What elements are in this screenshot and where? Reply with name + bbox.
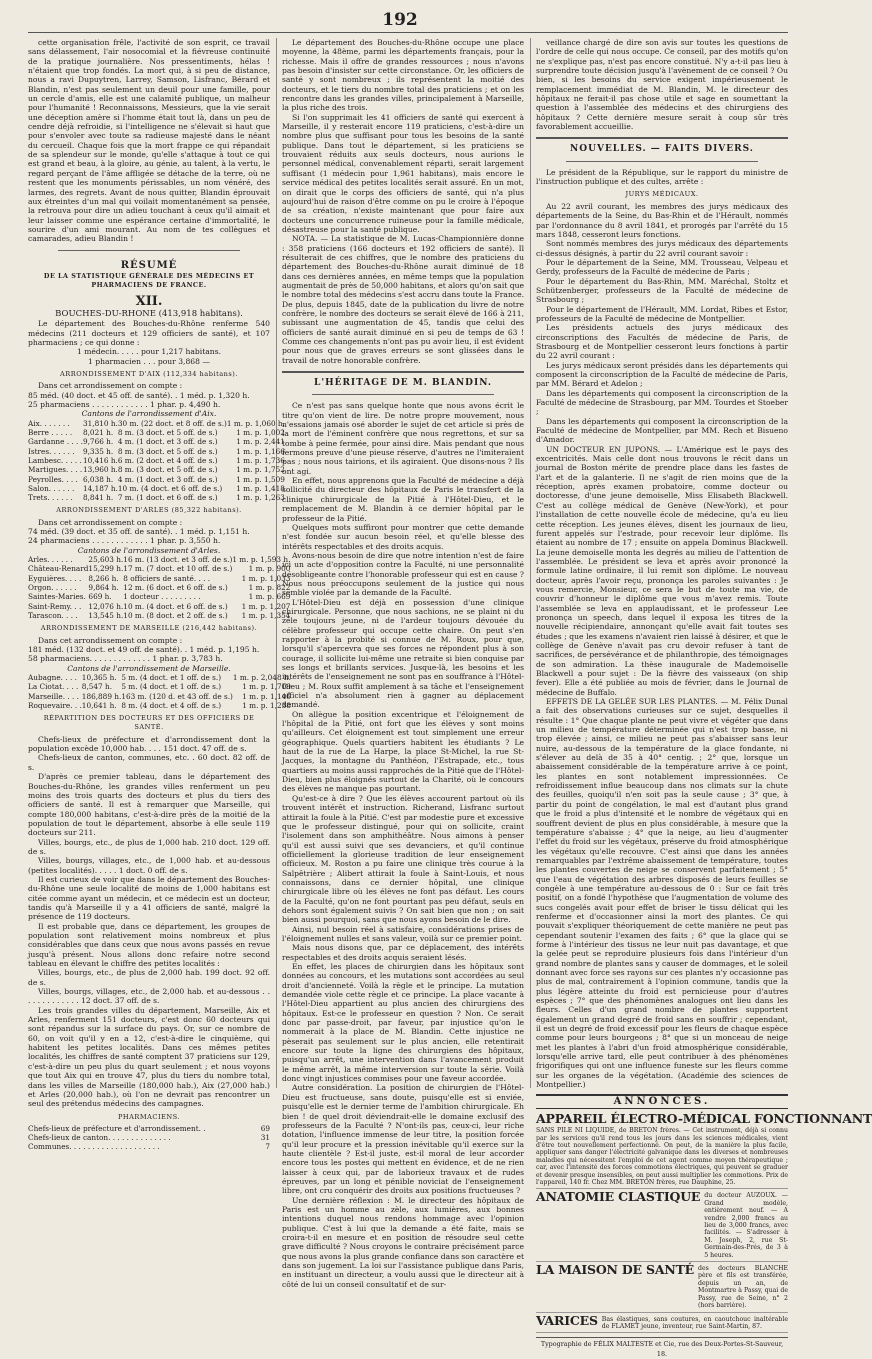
- advertisement: [536, 1189, 788, 1262]
- paragraph: Autre considération. La position de chirurgien de l'Hôtel-Dieu est fructueuse, sans doute, puisqu'elle est si enviée, puisqu'elle est le dernier terme de l'ambition chirurgicale. Eh bien ! de quel droit déviendrait-elle le domaine exclusif des professeurs de la Faculté ? N'ont-ils pas, ceux-ci, leur riche dotation, l'influence immense de leur titre, la position forcée qu'il leur procure et la pression inévitable qu'il exerce sur la haute clientèle ? Est-il juste, est-il moral de leur accorder encore tous les postes qui mettent en évidence, et de ne rien laisser à ceux qui, par de laborieux travaux et de rudes épreuves, par un long et pénible noviciat de l'enseignement libre, ont cru conquérir des droits aux positions fructueuses ?: [282, 1083, 524, 1196]
- table-cell: 69: [260, 1123, 270, 1133]
- paragraph: D'après ce premier tableau, dans le département des Bouches-du-Rhône, les grandes villes renferment un peu moins des trois quarts des docteurs et plus du tiers des officiers de santé. Il est à remarquer que Marseille, qui compte 180,000 habitans, c'est-à-dire près de la moitié de la population de tout le département, absorbe à elle seule 119 docteurs sur 211.: [28, 772, 270, 838]
- table-cell: Saint-Remy. . .: [28, 601, 82, 611]
- table-cell: 669 h.: [88, 592, 112, 602]
- table-row: [28, 475, 285, 484]
- resume-subtitle: DE LA STATISTIQUE GÉNÉRALE DES MÉDECINS ET PHARMACIENS DE FRANCE.: [43, 271, 255, 290]
- paragraph: 25 pharmaciens . . . . . . . . . . . . 1 phar. p. 4,490 h.: [28, 400, 221, 410]
- table-cell: 13,960 h.: [82, 465, 118, 475]
- advertisement: [536, 1312, 788, 1334]
- table-cell: Arles. . . . . .: [28, 555, 73, 565]
- table-cell: Istres. . . . . .: [28, 446, 75, 456]
- table-cell: 163 m. (120 d. et 43 off. de s.): [121, 691, 233, 701]
- table-cell: Berre . . . . .: [28, 428, 73, 438]
- advertisement: [536, 1262, 788, 1312]
- table-cell: 1 m. p. 1,736: [236, 455, 285, 465]
- paragraph: Villes, bourgs, etc., de plus de 1,000 hab. 210 doct. 129 off. de s.: [28, 837, 270, 856]
- table-cell: 1 m. p. 2,048 h.: [232, 672, 291, 682]
- table-row: [28, 574, 290, 583]
- paragraph: Ce n'est pas sans quelque honte que nous avons écrit le titre qu'on vient de lire. De notre propre mouvement, nous n'essaions jamais osé aborder le sujet de cet article si près de la mort de l'éminent confrère que nous regrettons, et sur sa tombe à peine fermée, pour ainsi dire. Mais pendant que nous fermons preuve d'une pieuse réserve, d'autres ne l'imiteraient pas ; nous nous tairions, et ils agiraient. Que disons-nous ? Ils ont agi.: [282, 401, 524, 476]
- table-cell: 12 m. (6 doct. et 6 off. de s.): [123, 583, 228, 592]
- news-intro: [536, 168, 788, 187]
- table-cell: Trets. . . . . .: [28, 493, 73, 503]
- table-cell: Orgon. . . . . .: [28, 583, 77, 592]
- table-cell: 6,038 h.: [82, 474, 114, 484]
- table-cell: 1 m. p. 1,752: [236, 465, 285, 475]
- section-number: XII.: [135, 293, 163, 309]
- paragraph: Les présidents actuels des jurys médicaux des circonscriptions des Facultés de médecine de Paris, de Strasbourg et de Montpellier cesseront leurs fonctions à partir du 22 avril courant :: [536, 323, 788, 361]
- paragraph: Au 22 avril courant, les membres des jurys médicaux des départements de la Seine, du Bas-Rhin et de l'Hérault, nommés par l'ordonnance du 8 avril 1841, et prorogés par l'arrêté du 15 mars 1848, cesseront leurs fonctions.: [536, 201, 788, 239]
- table-cell: 1 m. p. 1,060 h.: [226, 418, 285, 428]
- table-cell: 1 m. p. 900: [248, 564, 291, 574]
- pharmacists-title: PHARMACIENS.: [117, 1112, 181, 1121]
- paragraph: En effet, nous apprenons que la Faculté de médecine a déjà sollicité du directeur des hôpitaux de Paris le transfert de la clinique chirurgicale de la Pitié à l'Hôtel-Dieu, et le remplacement de M. Blandin à ce dernier hôpital par le professeur de la Pitié.: [282, 476, 524, 523]
- column-2: [282, 38, 524, 1289]
- intro-text: [28, 38, 270, 244]
- table-cell: 31,810 h.: [82, 418, 118, 428]
- table-cell: Lambesc. . . . .: [28, 455, 82, 465]
- table-cell: 186,889 h.: [81, 691, 122, 701]
- table-cell: 8,266 h.: [88, 573, 119, 583]
- table-cell: Saintes-Maries.: [28, 592, 86, 602]
- table-cell: Communes. . . . . . . . . . . . . . . . . . . .: [28, 1142, 160, 1152]
- table-cell: 6 m. (2 doct. et 4 off. de s.): [117, 455, 218, 465]
- printer-footer: Typographie de FÉLIX MALTESTE et Cie, rue des Deux-Portes-St-Sauveur, 18.: [536, 1337, 788, 1359]
- table-cell: Roquevaire. . .: [28, 700, 82, 710]
- ratio-lines: [28, 347, 270, 366]
- department-title: BOUCHES-DU-RHONE (413,918 habitans).: [55, 308, 243, 319]
- paragraph: 181 méd. (132 doct. et 49 off. de santé). . 1 méd. p. 1,195 h.: [28, 644, 260, 654]
- paragraph: Villes, bourgs, villages, etc., de 1,000 hab. et au-dessous (petites localités). . . . . 1 doct. 0 off. de s.: [28, 856, 270, 875]
- ad-headline: VARICES: [536, 1312, 598, 1328]
- paragraph: Si l'on supprimait les 41 officiers de santé qui exercent à Marseille, il y resterait encore 119 praticiens, c'est-à-dire un nombre plus que suffisant pour tous les besoins de la santé publique. Dans tout le département, si les praticiens se trouvaient réduits aux seuls docteurs, nous aurions le personnel médical, convenablement réparti, serait largement suffisant (1 médecin pour 1,961 habitans), mais encore le service médical des petites localités serait assuré. En un mot, on dirait que le corps des officiers de santé, qui n'a plus aujourd'hui de raison d'être comme on pu le croire à l'époque de sa création, n'existe maintenant que pour faire aux docteurs une concurrence ruineuse pour la famille médicale, désastreuse pour la santé publique.: [282, 112, 524, 234]
- table-cell: Chefs-lieux de canton. . . . . . . . . . . . . .: [28, 1133, 171, 1143]
- paragraph: Il est curieux de voir que dans le département des Bouches-du-Rhône une seule localité de moins de 1,000 habitans est citée comme ayant un médecin, et ce médecin est un docteur, tandis qu'à Marseille il y a 41 officiers de santé, malgré la présence de 119 docteurs.: [28, 874, 270, 922]
- repartition-text: [28, 735, 270, 1109]
- arrondissement-title: ARRONDISSEMENT DE MARSEILLE (216,442 habitans).: [40, 624, 258, 633]
- cantons-title: Cantons de l'arrondissement de Marseille.: [67, 663, 231, 673]
- paragraph: 74 méd. (39 doct. et 35 off. de santé). . 1 méd. p. 1,151 h.: [28, 527, 250, 537]
- table-cell: 10 m. (4 doct. et 6 off. de s.): [123, 601, 228, 611]
- table-cell: 14,187 h.: [82, 483, 118, 493]
- table-row: [28, 564, 290, 573]
- table-cell: 1 m. p. 1,146: [242, 691, 291, 701]
- repartition-title: RÉPARTITION DES DOCTEURS ET DES OFFICIERS DE SANTÉ.: [43, 714, 255, 732]
- table-cell: 5 m. (4 doct. et 1 off. de s.): [121, 672, 222, 682]
- table-cell: 8 m. (3 doct. et 5 off. de s.): [117, 465, 218, 475]
- jurys-title: JURYS MÉDICAUX.: [625, 190, 699, 199]
- arrondissement-lines: [28, 391, 270, 410]
- table-cell: 25,603 h.: [88, 555, 124, 565]
- table-row: [28, 428, 285, 437]
- news-title: NOUVELLES. — FAITS DIVERS.: [570, 144, 754, 155]
- paragraph: Qu'est-ce à dire ? Que les élèves accourent partout où ils trouvent intérêt et instruction. Richerand, Lisfranc surtout attirait la foule à la Pitié. C'est par modestie pure et excessive que le professeur distingué, pour qui on sollicite, craint l'isolement dans son amphithéâtre. Nous aimons à penser qu'il est aussi suivi que ses devanciers, et qu'il continue officiellement la glorieuse tradition de leur enseignement officieux. M. Roston a pu faire une clinique très courue à la Salpêtrière ; Alibert attirait la foule à Saint-Louis, et nous connaissons, dans ce dernier hôpital, une clinique chirurgicale libre où les élèves ne font pas défaut. Les cours de la Faculté, qu'on ne font pourtant pas peu défaut, seuls en dehors sont également suivis ? On sait bien que non ; on sait bien aussi pourquoi, sans que nous ayons besoin de le dire.: [282, 793, 524, 925]
- paragraph: Villes, bourgs, villages, etc., de 2,000 hab. et au-dessous . . . . . . . . . . . . . 12 doct. 37 off. de s.: [28, 987, 270, 1006]
- table-row: [28, 1142, 270, 1151]
- paragraph: Dans les départements qui composent la circonscription de la Faculté de médecine de Strasbourg, par MM. Tourdes et Stoeber ;: [536, 388, 788, 417]
- table-row: [28, 493, 285, 502]
- paragraph: Il est probable que, dans ce département, les groupes de population sont relativement moins nombreux et plus considérables que dans ceux que nous avons passés en revue jusqu'à présent. Nous allons donc refaire notre second tableau en élevant le chiffre des petites localités :: [28, 921, 270, 969]
- table-cell: 7 m. (1 doct. et 6 off. de s.): [117, 493, 218, 503]
- arrondissement-title: ARRONDISSEMENT D'AIX (112,334 habitans).: [60, 370, 238, 378]
- paragraph: Mais nous disons que, par ce déplacement, des intérêts respectables et des droits acquis seraient lésés.: [282, 943, 524, 962]
- table-row: [28, 592, 290, 601]
- table-cell: Aubagne. . . .: [28, 672, 77, 682]
- table-row: [28, 419, 285, 428]
- table-row: [28, 465, 285, 474]
- arrondissement-intro: Dans cet arrondissement on compte :: [38, 635, 183, 645]
- table-cell: 1 m. p. 1,002: [236, 428, 285, 438]
- table-cell: 15,299 h.: [88, 564, 124, 574]
- cantons-table: [28, 419, 285, 503]
- cantons-title: Cantons de l'arrondissement d'Arles.: [77, 545, 221, 555]
- paragraph: Ainsi, nul besoin réel à satisfaire, considérations prises de l'éloignement nulles et sans valeur, voilà sur ce premier point.: [282, 924, 524, 943]
- ad-headline: APPAREIL ÉLECTRO-MÉDICAL FONCTIONNANT: [536, 1110, 872, 1126]
- statistics-commentary: [282, 38, 524, 365]
- table-row: [28, 692, 291, 701]
- table-cell: 8 m. (3 doct. et 5 off. de s.): [117, 446, 218, 456]
- advertisement: [536, 1110, 872, 1190]
- table-cell: Château-Renard: [28, 564, 89, 574]
- paragraph: Quelques mots suffiront pour montrer que cette demande n'est fondée sur aucun besoin réel, et qu'elle blesse des intérêts respectables et des droits acquis.: [282, 522, 524, 551]
- table-cell: 8,021 h.: [82, 428, 114, 438]
- table-cell: 8,547 h.: [81, 682, 113, 692]
- table-cell: 31: [260, 1133, 270, 1143]
- table-cell: Chefs-lieux de préfecture et d'arrondissement. .: [28, 1123, 206, 1133]
- cantons-title: Cantons de l'arrondissement d'Aix.: [81, 409, 217, 419]
- table-cell: 12,076 h.: [88, 601, 124, 611]
- ad-text: du docteur AUZOUX. — Grand modèle, entièrement neuf. — A vendre 2,000 francs au lieu de 3,000 francs, avec facilités. — S'adresser à M. Joseph, 2, rue St-Germain-des-Prés, de 3 à 5 heures.: [704, 1192, 788, 1259]
- ad-text: des docteurs BLANCHE père et fils est transférée, depuis un an, de Montmartre à Passy, quai de Passy, rue de Seine, n° 2 (hors barrière).: [698, 1265, 788, 1310]
- column-3: [536, 38, 872, 1358]
- paragraph: veillance chargé de dire son avis sur toutes les questions de l'ordre de celle qui nous occupe. Ce conseil, par des motifs qu'on ne s'explique pas, n'est pas encore constitué. N'y a-t-il pas lieu à surprendre toute décision jusqu'à l'avènement de ce conseil ? Ou bien, si les besoins du service exigent impérieusement le remplacement immédiat de M. Blandin, M. le directeur des hôpitaux ne ferait-il pas chose utile et sage en soumettant la question à l'assemblée des médecins et des chirurgiens des hôpitaux ? Cette dernière mesure serait à coup sûr très favorablement accueillie.: [536, 38, 788, 132]
- table-cell: Aix. . . . . . .: [28, 418, 70, 428]
- paragraph: Les jurys médicaux seront présidés dans les départements qui composent la circonscription de la Faculté de médecine de Paris, par MM. Bérard et Adelon ;: [536, 360, 788, 389]
- paragraph: On allègue la position excentrique et l'éloignement de l'hôpital de la Pitié, ont fort que les élèves y sont moins qu'ailleurs. Cet éloignement est tout simplement une erreur géographique. Quels quartiers habitent les étudiants ? Le haut de la rue de La Harpe, la place St-Michel, la rue St-Jacques, la montagne du Panthéon, l'Estrapade, etc., tous quartiers au moins aussi rapprochés de la Pitié que de l'Hôtel-Dieu, bien plus éloignés surtout de la Charité, où le concours des élèves ne manque pas pourtant.: [282, 709, 524, 794]
- table-cell: Gardanne . . . .: [28, 437, 83, 447]
- table-cell: 4 m. (1 doct. et 3 off. de s.): [117, 437, 218, 447]
- table-cell: 7: [265, 1142, 270, 1152]
- table-cell: 1 m. p. 1,166: [236, 446, 285, 456]
- heritage-title: L'HÉRITAGE DE M. BLANDIN.: [314, 378, 492, 389]
- paragraph: 24 pharmaciens . . . . . . . . . . . . 1 phar. p. 3,550 h.: [28, 536, 221, 546]
- paragraph: 1 médecin. . . . . pour 1,217 habitans.: [76, 347, 221, 357]
- table-row: [28, 1124, 270, 1133]
- paragraph: 85 méd. (40 doct. et 45 off. de santé). . 1 méd. p. 1,320 h.: [28, 390, 250, 400]
- table-cell: 1 m. p. 1,263: [236, 493, 285, 503]
- table-row: [28, 555, 290, 564]
- table-cell: 8 officiers de santé. . . .: [123, 573, 211, 583]
- table-row: [28, 611, 290, 620]
- arrondissement-intro: Dans cet arrondissement on compte :: [38, 381, 183, 391]
- heritage-article: [282, 401, 524, 1289]
- paragraph: Sont nommés membres des jurys médicaux des départements ci-dessus désignés, à partir du 22 avril courant savoir :: [536, 239, 788, 258]
- paragraph: Pour le département de la Seine, MM. Trousseau, Velpeau et Gerdy, professeurs de la Faculté de médecine de Paris ;: [536, 257, 788, 277]
- table-row: [28, 456, 285, 465]
- paragraph: UN DOCTEUR EN JUPONS. — L'Amérique est le pays des excentricités. Mais celle dont nous trouvons le récit dans un journal de Boston mérite de prendre place dans les fastes de l'art et de la galanterie. Il ne s'agit de rien moins que de la réception, après examen probatoire, comme docteur ou doctoresse, d'une jeune demoiselle, Miss Elisabeth Blackwell. C'est au collège médical de Genève (New-York), et pour l'installation de cette nouvelle école de médecine, qu'a eu lieu cette réception. Les jeunes élèves, disent les journaux de lieu, furent appelés sur l'estrade, pour recevoir leur diplôme. Ils étaient au nombre de 17 ; ensuite on appela Dominus Blackwell. La jeune demoiselle monta les degrés au milieu de l'attention de l'assemblée. Le président se leva et après avoir prononcé la formule latine ordinaire, il lui remit son diplôme. Le nouveau docteur, après l'avoir reçu, prononça les paroles suivantes : Je vous remercie, Monsieur, ce sera le but de toute ma vie, de couvrir d'honneur le diplôme que vous m'avez remis. Toute l'assemblée se leva en applaudissant, et le professeur Lee prononça un speech, dans lequel il exposa les titres de la nouvelle récipiendaire, annonçant qu'elle avait fait toutes ses études ; que les examens n'avaient rien laissé à désirer, et que le collège de Genève n'avait pas cru devoir refuser à tant de sacrifices, de persévérance et de philanthropie, des témoignages de son admiration. La thèse inaugurale de Mademoiselle Blackwell a pour sujet : De la fièvre des vaisseaux (on ship fever). Elle a été publiée au mois de février, dans le Journal de médecine de Buffalo.: [536, 444, 788, 697]
- paragraph: Le président de la République, sur le rapport du ministre de l'instruction publique et des cultes, arrête :: [536, 167, 788, 187]
- table-cell: 10 m. (8 doct. et 2 off. de s.): [123, 610, 228, 620]
- paragraph: En effet, les places de chirurgien dans les hôpitaux sont données au concours, et les mutations sont accordées au seul droit d'ancienneté. Voilà la règle et le principe. La mutation demandée viole cette règle et ce principe. La place vacante à l'Hôtel-Dieu appartient au plus ancien des chirurgiens des hôpitaux. Est-ce le professeur en question ? Non. Ce serait donc par passe-droit, par faveur, par injustice qu'on le nommerait à la place de M. Blandin. Cette injustice ne pèserait pas seulement sur le plus ancien, elle retentirait encore sur toute la ligne des chirurgiens des hôpitaux, puisqu'un arrêt, une intervention dans l'avancement produit le même arrêt, la même interversion sur toute la série. Voilà donc vingt injustices commises pour une faveur accordée.: [282, 962, 524, 1084]
- paragraph: Avons-nous besoin de dire que notre intention n'est de faire ici un acte d'opposition contre la Faculté, ni une personnalité désobligeante contre l'honorable professeur qui est en cause ? Nous nous préoccupons seulement de la justice qui nous semble violée par la demande de la Faculté.: [282, 550, 524, 598]
- table-cell: 5 m. (4 doct. et 1 off. de s.): [121, 682, 222, 692]
- table-cell: 1 docteur . . . . . . . . .: [123, 592, 201, 602]
- separator: [536, 137, 788, 139]
- table-cell: 9,864 h.: [88, 583, 119, 592]
- table-cell: 1 m. p. 1,354: [241, 610, 291, 620]
- paragraph: NOTA. — La statistique de M. Lucas-Championnière donne : 358 praticiens (166 docteurs et 192 officiers de santé). Il résulterait de ces chiffres, que le nombre des praticiens du département des Bouches-du-Rhône aurait diminué de 18 dans ces dernières années, en même temps que la population augmentait de près de 50,000 habitans, et alors qu'on sait que le nombre total des médecins s'est accru dans toute la France. De plus, depuis 1845, date de la publication du livre de notre confrère, le nombre des docteurs se serait élevé de 166 à 211, subissant une augmentation de 45, tandis que celui des officiers de santé aurait diminué en si peu de temps de 63 ! Comme ces changements n'ont pas pu avoir lieu, il est évident pour nous que de graves erreurs se sont glissées dans le travail de notre honorable confrère.: [282, 234, 524, 365]
- table-cell: Peyrolles. . . .: [28, 474, 78, 484]
- continued-article: [536, 38, 788, 131]
- table-cell: 8 m. (3 doct. et 5 off. de s.): [117, 428, 218, 438]
- arrondissement-intro: Dans cet arrondissement on compte :: [38, 517, 183, 527]
- table-row: [28, 583, 290, 592]
- table-cell: 9,766 h.: [82, 437, 114, 447]
- table-cell: 16 m. (13 doct. et 3 off. de s.): [123, 555, 233, 565]
- separator: [282, 371, 524, 373]
- table-cell: Marseille. . . .: [28, 691, 79, 701]
- resume-title: RÉSUMÉ: [120, 259, 178, 271]
- table-cell: 8 m. (4 doct. et 4 off. de s.): [121, 700, 222, 710]
- separator: [566, 161, 758, 162]
- table-cell: 1 m. p. 1,593 h.: [232, 555, 291, 565]
- table-cell: 10,365 h.: [81, 672, 117, 682]
- table-cell: 1 m. p. 822: [248, 583, 291, 592]
- table-cell: 1 m. p. 2,441: [236, 437, 285, 447]
- table-cell: Martigues. . . .: [28, 465, 83, 475]
- paragraph: Dans les départements qui composent la circonscription de la Faculté de médecine de Montpellier, par MM. Rech et Bisueno d'Amador.: [536, 416, 788, 445]
- table-cell: 1 m. p. 1,033: [241, 573, 291, 583]
- column-1: [28, 38, 291, 1152]
- table-cell: 1 m. p. 1,207: [241, 601, 291, 611]
- column-divider: [530, 38, 531, 1088]
- paragraph: Chefs-lieux de canton, communes, etc. . 60 doct. 82 off. de s.: [28, 753, 270, 772]
- table-row: [28, 682, 291, 691]
- table-cell: 17 m. (7 doct. et 10 off. de s.): [123, 564, 233, 574]
- paragraph: Pour le département de l'Hérault, MM. Lordat, Ribes et Estor, professeurs de la Faculté de médecine de Montpellier.: [536, 304, 788, 323]
- table-cell: Tarascon. . . .: [28, 610, 78, 620]
- table-cell: 1 m. p. 1,709: [242, 682, 291, 692]
- paragraph: Une dernière réflexion : M. le directeur des hôpitaux de Paris est un homme au zèle, aux lumières, aux bonnes intentions duquel nous rendons hommage avec l'opinion publique. C'est à lui que la demande a été faite, mais se croira-t-il en mesure et en position de résoudre seul cette grave difficulté ? Nous croyons le contraire précisément parce que nous avons la plus grande confiance dans son caractère et dans son jugement. La loi sur l'assistance publique dans Paris, en instituant un directeur, a voulu aussi que le directeur ait à côté de lui un conseil consultatif et de sur-: [282, 1195, 524, 1289]
- table-row: [28, 484, 285, 493]
- table-cell: 30 m. (22 doct. et 8 off. de s.): [117, 418, 227, 428]
- table-row: [28, 447, 285, 456]
- table-row: [28, 437, 285, 446]
- paragraph: Pour le département du Bas-Rhin, MM. Maréchal, Stoltz et Schützenberger, professeurs de la Faculté de médecine de Strasbourg ;: [536, 276, 788, 305]
- ad-headline: LA MAISON DE SANTÉ: [536, 1262, 695, 1278]
- header-rule: [28, 32, 788, 33]
- news-items: [536, 202, 788, 1090]
- table-row: [28, 673, 291, 682]
- paragraph: EFFETS DE LA GELÉE SUR LES PLANTES. — M. Félix Dunal a fait des observations curieuses sur ce sujet, desquelles il résulte : 1° Que chaque plante ne peut vivre et végéter que dans un milieu de température déterminée qui n'est trop basse, ni trop élevée ; ainsi, ce milieu ne peut pas s'abaisser sans leur nuire, au-dessous de la température de la glace fondante, ni s'élever au delà de 35 à 40° centig. ; 2° que, lorsque un abaissement considérable de la température arrive à ce point, les plantes en sont notablement impressionnées. Ce refroidissement influe beaucoup dans nos climats sur la chute des feuilles, quoiqu'il n'en soit pas la seule cause ; 3° que, à partir du point de congélation, le mal est d'autant plus grand que le froid a plus d'intensité et le nombre de végétaux qui en souffrent devient de plus en plus considérable, à mesure que la température s'abaisse ; 4° que la neige, au lieu d'augmenter l'effet du froid sur les végétaux, préserve du froid atmosphérique les végétaux qu'elle recouvre. C'est ainsi que dans les années remarquables par l'extrême abaissement de température, toutes les plantes couvertes de neige se conservent parfaitement ; 5° que l'eau de végétation des arbres disposés de leurs feuilles se congèle à une température au-dessous de 0 : Sur ce fait très positif, on a fondé l'hypothèse que l'augmentation de volume des sucs congelés avait pour effet de briser le tissu délicat qui les renferme et d'occasionner ainsi la mort des plantes. Ce qui pouvait s'expliquer théoriquement de cette manière ne peut pas cependant soutenir l'examen des faits ; 6° que la glace qui se forme à l'intérieur des tissus ne leur nuit pas davantage, et que la gelée peut se reproduire plusieurs fois dans l'intérieur d'un grand nombre de plantes sans y causer de dommages, et le soleil donnant avec force ses rayons sur ces plantes n'y occasionne pas plus de mal, contrairement à l'opinion commune, tandis que la plus légère atteinte du froid est pernicieuse pour d'autres espèces ; 7° que des phénomènes analogues ont lieu dans les fleurs. Celles d'un grand nombre de plantes supportent également un grand degré de froid sans en souffrir ; cependant, il est un degré de froid excessif pour les fleurs de chaque espèce comme pour leurs bourgeons ; 8° que si un monceau de neige met les plantes à l'abri d'un froid atmosphérique considérable, lorsqu'elle arrive tard, elle peut contribuer à des phénomènes frigorifiques qui ont une influence funeste sur les fleurs comme sur les organes de la végétation. (Académie des sciences de Montpellier.): [536, 697, 788, 1090]
- cantons-table: [28, 555, 290, 620]
- table-cell: 1 m. p. 1,418: [236, 483, 285, 493]
- separator: [312, 394, 494, 395]
- pharmacists-table: [28, 1124, 270, 1152]
- paragraph: L'Hôtel-Dieu est déjà en possession d'une clinique chirurgicale. Personne, que nous sachions, ne se plaint ni du zèle toujours jeune, ni de l'ardeur toujours dévouée du célèbre professeur qui occupe cette chaire. On peut s'en rapporter à la probité si connue de M. Roux, pour que, lorsqu'il s'apercevra que ses forces ne répondent plus à son courage, il sollicite lui-même une retraite si bien conquise par ses longs et brillants services. Jusque-là, les besoins et les intérêts de l'enseignement ne sont pas en souffrance à l'Hôtel-Dieu ; M. Roux suffit amplement à sa tâche et l'enseignement officiel n'a absolument rien à gagner au déplacement demandé.: [282, 597, 524, 710]
- advertisements: [536, 1110, 872, 1334]
- table-cell: Eyguières. . . .: [28, 573, 82, 583]
- table-cell: Salon. . . . . .: [28, 483, 75, 493]
- table-cell: 9,335 h.: [82, 446, 114, 456]
- table-cell: 4 m. (1 doct. et 3 off. de s.): [117, 474, 218, 484]
- arrondissement-lines: [28, 645, 270, 664]
- table-cell: 8,841 h.: [82, 493, 114, 503]
- paragraph: Le département des Bouches-du-Rhône occupe une place moyenne, la 48ème, parmi les départements français, pour la richesse. Mais il offre de grandes ressources ; nous n'avons pas besoin d'insister sur cette circonstance. Or, les officiers de santé y sont nombreux ; ils représentent la moitié des docteurs, et le tiers du nombre total des praticiens ; et on les rencontre dans les grandes villes, principalement à Marseille, la plus riche des trois.: [282, 38, 524, 113]
- table-row: [28, 1133, 270, 1142]
- table-row: [28, 701, 291, 710]
- table-row: [28, 602, 290, 611]
- department-intro: Le département des Bouches-du-Rhône renferme 540 médecins (211 docteurs et 129 officiers de santé), et 107 pharmaciens ; ce qui donne :: [28, 319, 270, 347]
- ad-text: SANS PILE NI LIQUIDE, de BRETON frères. — Cet instrument, déjà si connu par les services qu'il rend tous les jours dans les sciences médicales, vient d'être tout nouvellement perfectionné. On peut, de la manière la plus facile, appliquer sans danger l'électricité galvanique dans les diverses et nombreuses maladies qui nécessitent l'emploi de cet agent comme moyen thérapeutique ; car, avec l'intensité des forces commotions électriques, qui peuvent se graduer et devenir presque insensibles, on peut aussi multiplier les commotions. Prix de l'appareil, 140 fr. Chez MM. BRETON frères, rue Dauphine, 25.: [536, 1127, 788, 1186]
- annonces-title: ANNONCES.: [536, 1094, 788, 1108]
- table-cell: 1 m. p. 1,238: [242, 700, 291, 710]
- ad-headline: ANATOMIE CLASTIQUE: [536, 1189, 701, 1205]
- page-number: 192: [382, 10, 418, 30]
- paragraph: cette organisation frêle, l'activité de son esprit, ce travail sans délassement, l'air nosocomial et la fiévreuse continuité de la pratique journalière. Nos pressentiments, hélas ! n'étaient que trop fondés. La mort qui, à si peu de distance, nous a ravi Dupuytren, Larrey, Samson, Lisfranc, Bérard et Blandin, n'est pas seulement un deuil pour une famille, pour un cercle d'amis, elle est une calamité publique, un malheur pour l'humanité ! Reconnaissons, Messieurs, que la vie serait une déception amère si l'homme était tout là, dans un peu de cendre déjà refroidie, si l'intelligence ne s'élevait si haut que pour s'envoler avec toute sa radieuse majesté dans le néant du cercueil. Chaque fois que la mort frappe ce qui répandait de sa splendeur sur le monde, qu'elle s'attaque à tout ce qui est grand et beau, à la gloire, au génie, au talent, à la vertu, le regard perçant de l'âme affligée se détache de la terre, où ne restent que les monuments périssables, un nom vénéré, des larmes, des regrets. Avant de nous quitter, Blandin éprouvait aux étreintes d'un mal qui voilait momentanément sa pensée, la retrouva pour dire un adieu touchant à ceux qu'il aimait et leur laisser comme une espérance certaine d'immortalité, le sourire d'un ami mourant. Au nom de tes collègues et camarades, adieu Blandin !: [28, 38, 270, 244]
- table-cell: 10,416 h.: [82, 455, 118, 465]
- separator: [58, 250, 240, 251]
- paragraph: Les trois grandes villes du département, Marseille, Aix et Arles, renferment 151 docteurs, c'est donc 60 docteurs qui sont répandus sur la surface du pays. Or, sur ce nombre de 60, on voit qu'il y en a 12, c'est-à-dire le cinquième, qui habitent les petites localités. Dans ces mêmes petites localités, les chiffres de santé comptent 37 praticiens sur 129, c'est-à-dire un peu plus du quart seulement ; et nous voyons que tout Aix qui en trouve 47, plus du tiers du nombre total, dans les villes de Marseille (180,000 hab.), Aix (27,000 hab.) et Arles (20,000 hab.), où l'on ne devrait pas rencontrer un seul des prétendus médecins des campagnes.: [28, 1005, 270, 1109]
- arrondissement-lines: [28, 527, 270, 546]
- table-cell: 10 m. (4 doct. et 6 off. de s.): [117, 483, 223, 493]
- paragraph: Chefs-lieux de préfecture et d'arrondissement dont la population excède 10,000 hab. . . . 151 doct. 47 off. de s.: [28, 734, 270, 754]
- cantons-table: [28, 673, 291, 710]
- ad-text: Bas élastiques, sans coutures, en caoutchouc inaltérable de FLAMET jeune, inventeur, rue Saint-Martin, 87.: [601, 1315, 788, 1330]
- paragraph: 1 pharmacien . . . pour 3,868 —: [88, 356, 210, 366]
- table-cell: 1 m. p. 1,509: [236, 474, 285, 484]
- table-cell: 10,641 h.: [81, 700, 117, 710]
- table-cell: La Ciotat. . . .: [28, 682, 79, 692]
- paragraph: Villes, bourgs, etc., de plus de 2,000 hab. 199 doct. 92 off. de s.: [28, 968, 270, 987]
- paragraph: 58 pharmaciens. . . . . . . . . . . . . 1 phar. p. 3,783 h.: [28, 654, 223, 664]
- table-cell: 1 m. p. 669: [248, 592, 291, 602]
- table-cell: 13,545 h.: [88, 610, 124, 620]
- arrondissement-title: ARRONDISSEMENT D'ARLES (85,322 habitans).: [56, 506, 242, 515]
